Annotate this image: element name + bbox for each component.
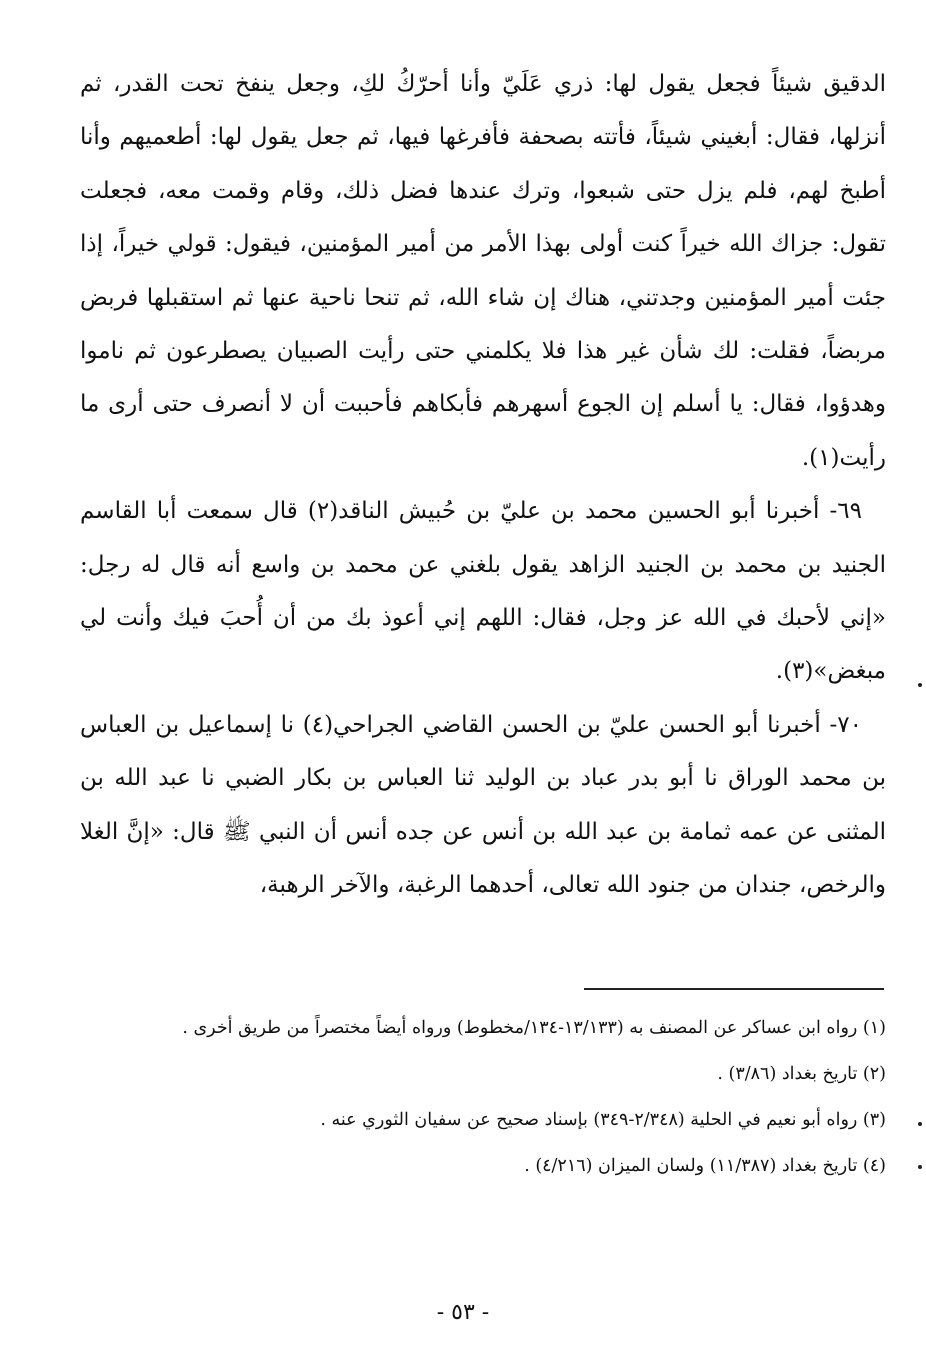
footnote-1: (١) رواه ابن عساكر عن المصنف به (١٣/١٣٣-١٣٤/مخطوط) ورواه أيضاً مختصراً من طريق أخرى . <box>182 1018 886 1038</box>
page-number: - ٥٣ - <box>436 1300 490 1325</box>
main-text-block <box>80 58 886 913</box>
paragraph-continuation: الدقيق شيئاً فجعل يقول لها: ذري عَلَيّ وأنا أحرّكُ لكِ، وجعل ينفخ تحت القدر، ثم أنزلها، فقال: أبغيني شيئاً، فأتته بصحفة فأفرغها فيها، ثم جعل يقول لها: أطعميهم وأنا أطبخ لهم، فلم يزل حتى شبعوا، وترك عندها فضل ذلك، وقام وقمت معه، فجعلت تقول: جزاك الله خيراً كنت أولى بهذا الأمر من أمير المؤمنين، فيقول: قولي خيراً، إذا جئت أمير المؤمنين وجدتني، هناك إن شاء الله، ثم تنحا ناحية عنها ثم استقبلها فربض مربضاً، فقلت: لك شأن غير هذا فلا يكلمني حتى رأيت الصبيان يصطرعون ثم ناموا وهدؤوا، فقال: يا أسلم إن الجوع أسهرهم فأبكاهم فأحببت أن لا أنصرف حتى أرى ما رأيت(١). <box>80 71 886 471</box>
scan-speck <box>918 683 922 687</box>
scan-speck <box>918 1122 922 1126</box>
footnote-3: (٣) رواه أبو نعيم في الحلية (٢/٣٤٨-٣٤٩) بإسناد صحيح عن سفيان الثوري عنه . <box>320 1110 886 1130</box>
footnote-4: (٤) تاريخ بغداد (١١/٣٨٧) ولسان الميزان (٤/٢١٦) . <box>524 1156 886 1176</box>
paragraph-hadith-69: ٦٩- أخبرنا أبو الحسين محمد بن عليّ بن حُبيش الناقد(٢) قال سمعت أبا القاسم الجنيد بن محمد بن الجنيد الزاهد يقول بلغني عن محمد بن واسع أنه قال له رجل: «إني لأحبك في الله عز وجل، فقال: اللهم إني أعوذ بك من أن أُحبَ فيك وأنت لي مبغض»(٣). <box>80 498 886 685</box>
paragraph-hadith-70: ٧٠- أخبرنا أبو الحسن عليّ بن الحسن القاضي الجراحي(٤) نا إسماعيل بن العباس بن محمد الوراق نا أبو بدر عباد بن الوليد ثنا العباس بن بكار الضبي نا عبد الله بن المثنى عن عمه ثمامة بن عبد الله بن أنس عن جده أنس أن النبي ﷺ قال: «إنَّ الغلا والرخص، جندان من جنود الله تعالى، أحدهما الرغبة، والآخر الرهبة، <box>80 711 886 899</box>
footnote-2: (٢) تاريخ بغداد (٣/٨٦) . <box>717 1064 886 1084</box>
footnote-separator <box>584 988 884 990</box>
footnotes-block <box>80 1010 886 1194</box>
scan-speck <box>918 1165 922 1169</box>
